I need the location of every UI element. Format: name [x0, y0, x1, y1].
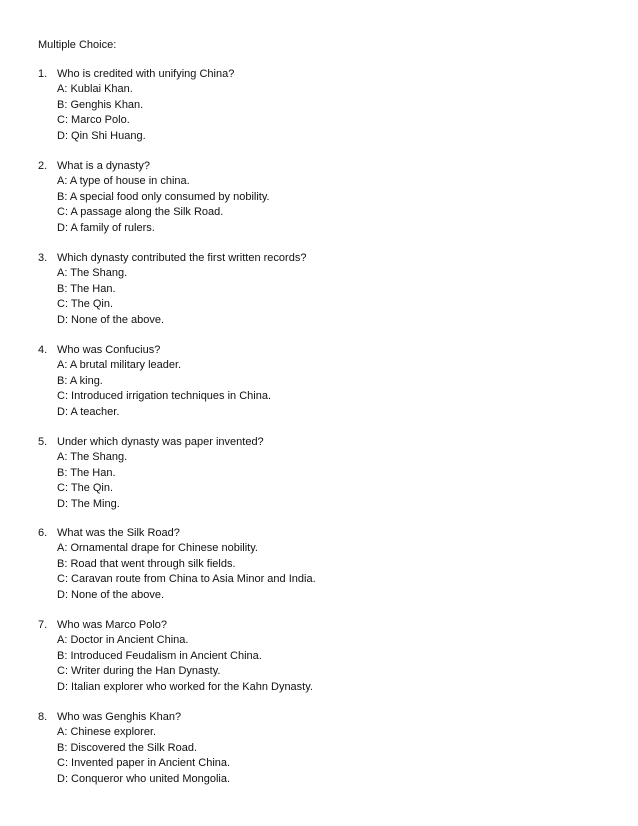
question-4 [38, 343, 598, 420]
question-5 [38, 435, 598, 512]
answer-option-d: D: None of the above. [57, 588, 165, 601]
question-line [38, 435, 598, 450]
question-number: 5. [38, 436, 48, 448]
answer-option-d: D: Conqueror who united Mongolia. [57, 772, 231, 785]
question-text: Who was Genghis Khan? [57, 711, 182, 723]
answer-option-c: C: A passage along the Silk Road. [57, 206, 224, 219]
answer-option-c: C: Introduced irrigation techniques in China. [57, 390, 272, 403]
section-heading: Multiple Choice: [38, 39, 117, 51]
answer-option-b: B: The Han. [57, 466, 116, 479]
answer-option-d: D: The Ming. [57, 497, 120, 510]
answer-option-c: C: Marco Polo. [57, 114, 130, 127]
answer-option-a: A: A type of house in china. [57, 175, 190, 188]
question-line [38, 710, 598, 725]
answer-option-d: D: A teacher. [57, 405, 120, 418]
question-line [38, 343, 598, 358]
answer-option-a: A: Doctor in Ancient China. [57, 634, 189, 647]
question-line [38, 618, 598, 633]
question-text: What is a dynasty? [57, 160, 150, 172]
answer-option-a: A: Ornamental drape for Chinese nobility. [57, 542, 258, 555]
answer-option-a: A: A brutal military leader. [57, 359, 182, 372]
answer-option-a: A: The Shang. [57, 451, 128, 464]
answer-option-a: A: Kublai Khan. [57, 83, 133, 96]
question-1 [38, 67, 598, 144]
question-line [38, 526, 598, 541]
answer-option-d: D: A family of rulers. [57, 221, 155, 234]
answer-option-b: B: Road that went through silk fields. [57, 557, 236, 570]
answer-option-b: B: The Han. [57, 282, 116, 295]
answer-option-c: C: The Qin. [57, 482, 114, 495]
answer-option-b: B: A special food only consumed by nobility. [57, 190, 270, 203]
answer-option-b: B: Genghis Khan. [57, 98, 144, 111]
answer-option-c: C: Caravan route from China to Asia Minor and India. [57, 573, 316, 586]
answer-option-d: D: Italian explorer who worked for the Kahn Dynasty. [57, 680, 313, 693]
question-8 [38, 710, 598, 787]
question-line [38, 159, 598, 174]
answer-option-a: A: Chinese explorer. [57, 726, 157, 739]
question-6 [38, 526, 598, 603]
question-line [38, 67, 598, 82]
question-number: 7. [38, 619, 48, 631]
question-2 [38, 159, 598, 236]
question-text: Who is credited with unifying China? [57, 68, 235, 80]
question-text: Which dynasty contributed the first written records? [57, 252, 307, 264]
answer-option-c: C: Writer during the Han Dynasty. [57, 665, 221, 678]
answer-option-c: C: The Qin. [57, 298, 114, 311]
question-7 [38, 618, 598, 695]
answer-option-d: D: None of the above. [57, 313, 165, 326]
question-text: Who was Confucius? [57, 344, 161, 356]
question-line [38, 251, 598, 266]
answer-option-d: D: Qin Shi Huang. [57, 129, 146, 142]
question-text: Under which dynasty was paper invented? [57, 436, 264, 448]
answer-option-b: B: Introduced Feudalism in Ancient China. [57, 649, 262, 662]
answer-option-b: B: Discovered the Silk Road. [57, 741, 198, 754]
question-number: 3. [38, 252, 48, 264]
answer-option-b: B: A king. [57, 374, 103, 387]
question-text: What was the Silk Road? [57, 527, 180, 539]
answer-option-a: A: The Shang. [57, 267, 128, 280]
question-number: 6. [38, 527, 48, 539]
question-3 [38, 251, 598, 328]
question-number: 1. [38, 68, 48, 80]
question-number: 8. [38, 711, 48, 723]
question-text: Who was Marco Polo? [57, 619, 168, 631]
question-number: 4. [38, 344, 48, 356]
question-number: 2. [38, 160, 48, 172]
answer-option-c: C: Invented paper in Ancient China. [57, 757, 231, 770]
